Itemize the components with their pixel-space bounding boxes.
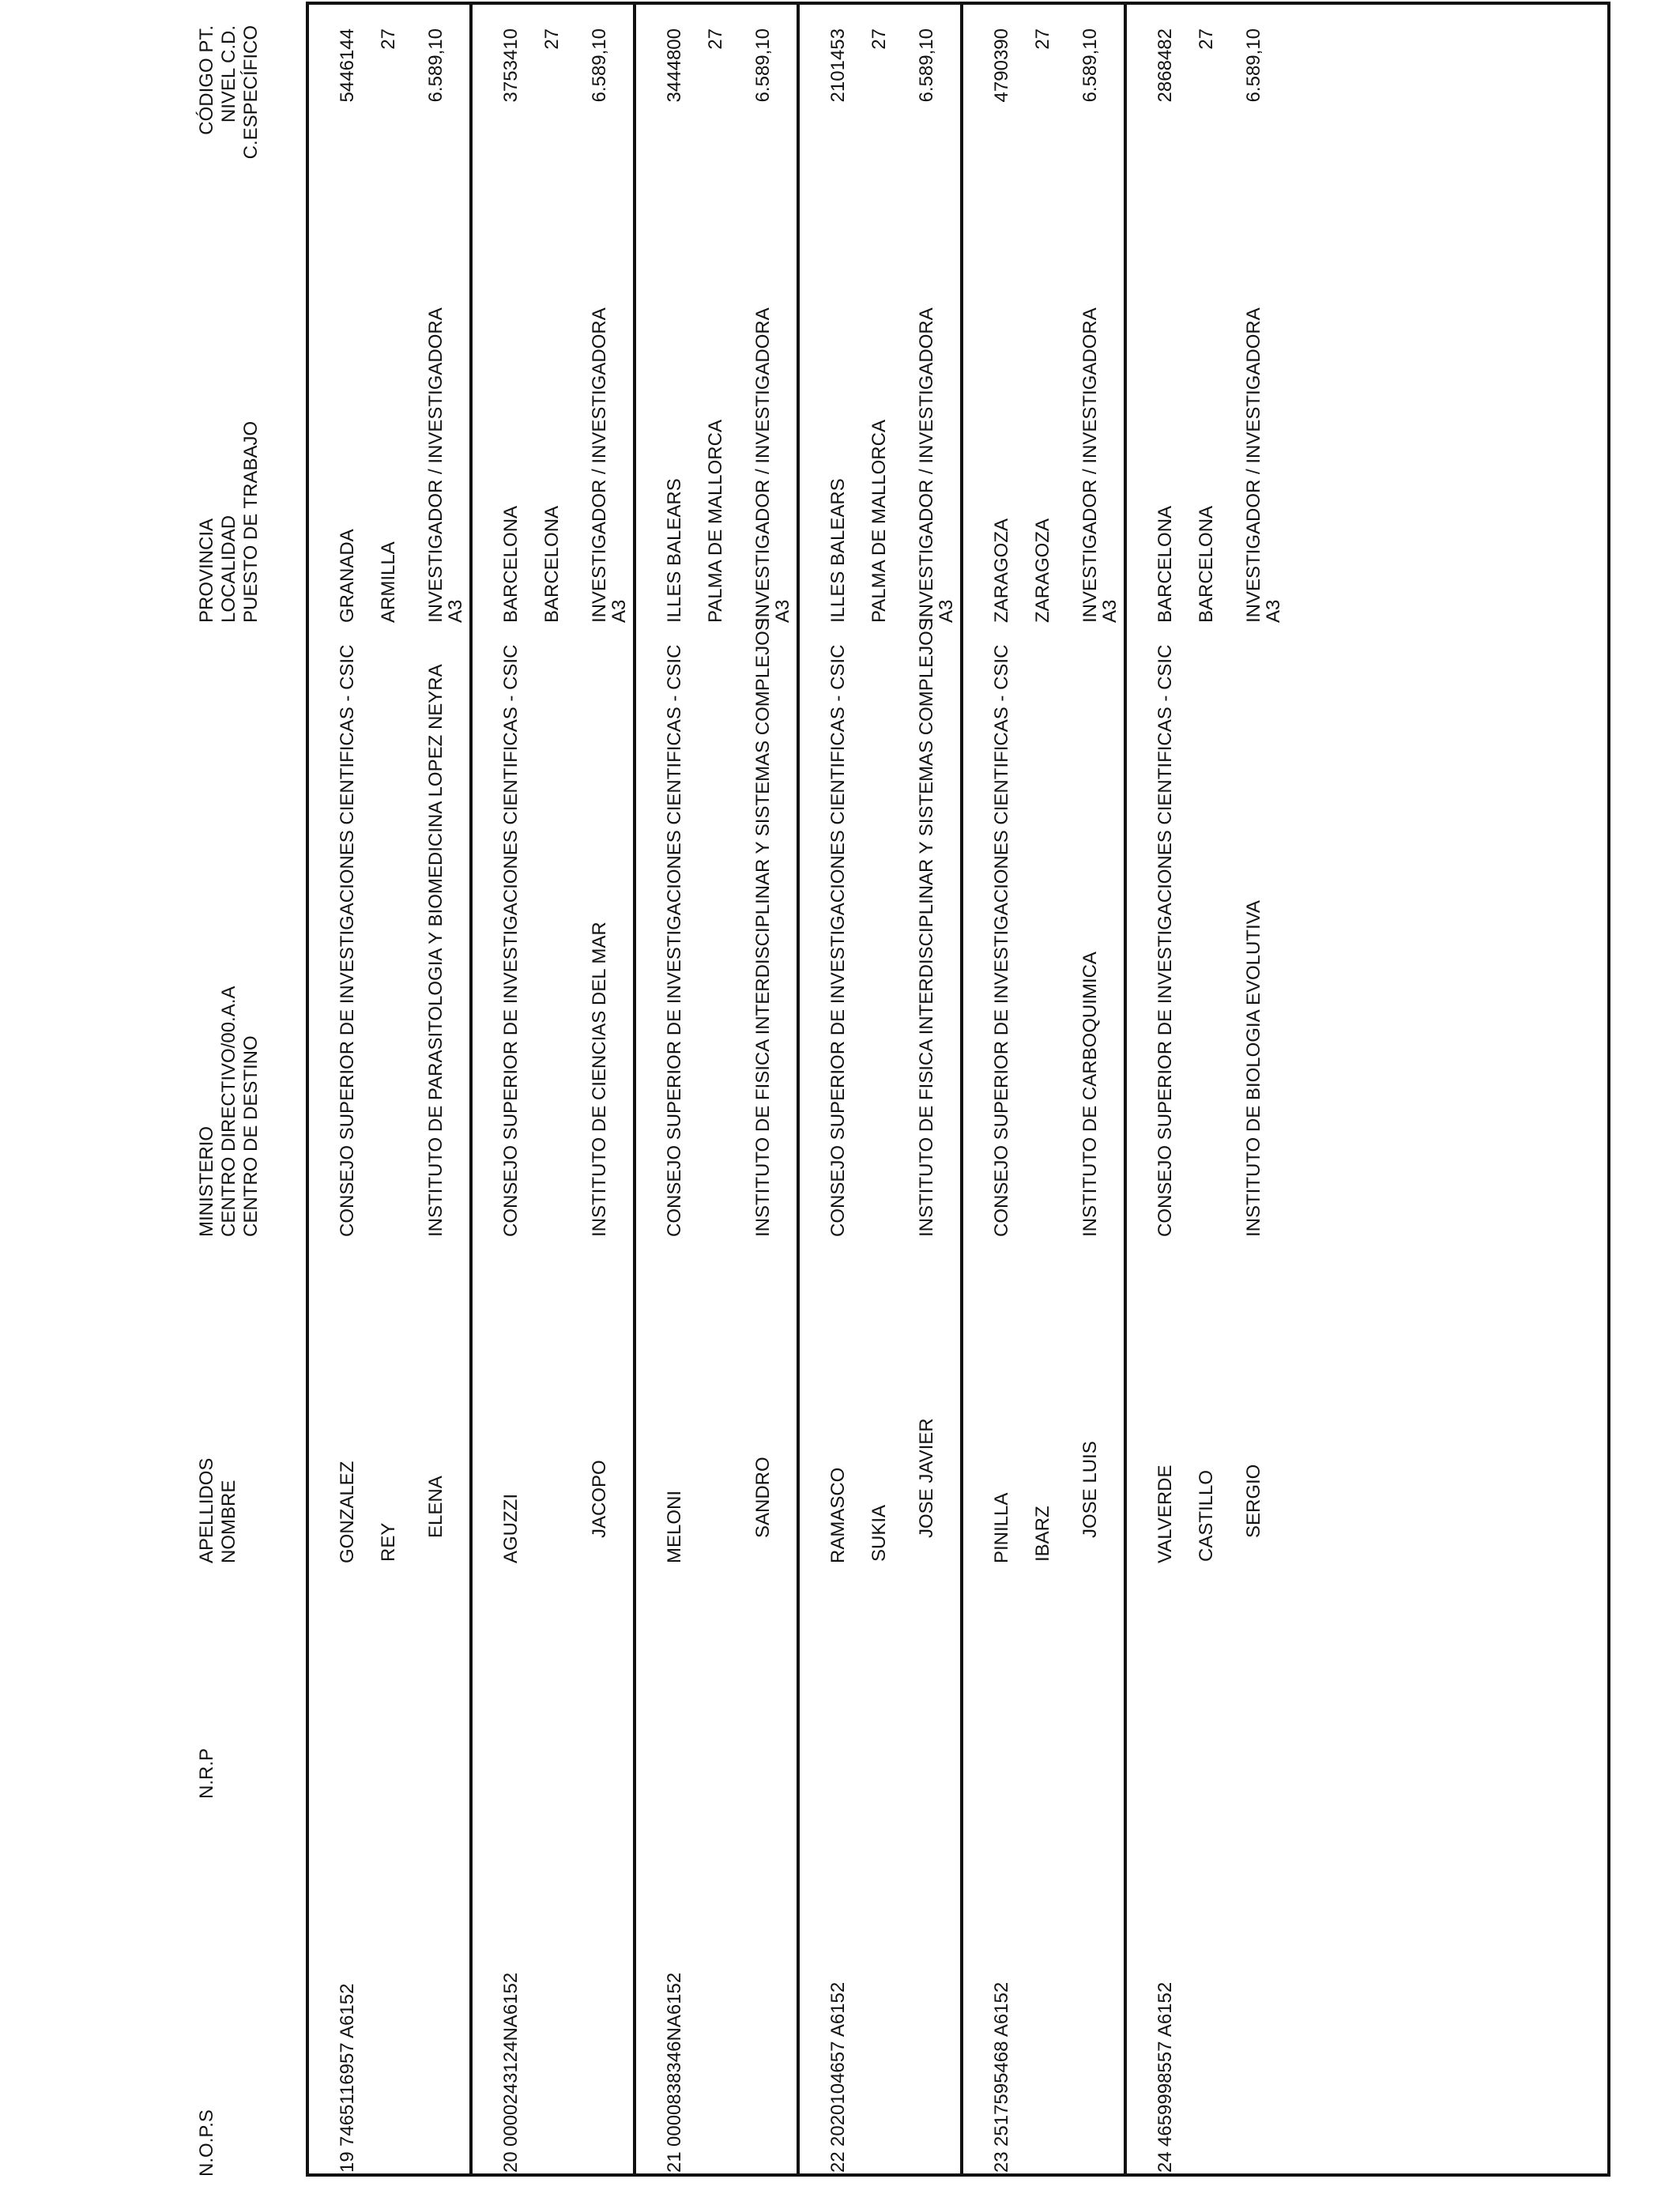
header-nrp-label: N.R.P <box>196 1747 217 1799</box>
header-especifico-label: C.ESPECÍFICO <box>240 25 262 160</box>
nrp-value: 0000838346NA6152 <box>664 1972 685 2147</box>
record-row <box>963 2 1127 2177</box>
grupo-value: A3 <box>1263 599 1284 623</box>
especifico-value: 6.589,10 <box>752 28 774 103</box>
nrp-value: 4659998557 A6152 <box>1155 1981 1176 2147</box>
codigo-value: 2868482 <box>1155 28 1176 103</box>
header-apellidos-nombre <box>196 1458 240 1563</box>
nivel-value: 27 <box>1032 28 1053 50</box>
nivel-value: 27 <box>1196 28 1217 50</box>
centro-destino-value: INSTITUTO DE BIOLOGIA EVOLUTIVA <box>1243 900 1264 1237</box>
puesto-value: INVESTIGADOR / INVESTIGADORA <box>1079 307 1101 623</box>
header-ministerio-centro <box>196 986 262 1237</box>
nombre-value: ELENA <box>425 1476 446 1538</box>
localidad-value: ARMILLA <box>378 541 399 623</box>
codigo-value: 3753410 <box>500 28 522 103</box>
apellido2-value: CASTILLO <box>1196 1469 1217 1562</box>
centro-destino-value: INSTITUTO DE CARBOQUIMICA <box>1079 952 1101 1237</box>
puesto-value: INVESTIGADOR / INVESTIGADORA <box>589 307 610 623</box>
apellido1-value: RAMASCO <box>827 1467 849 1563</box>
header-nivel-label: NIVEL C.D. <box>218 25 239 123</box>
puesto-value: INVESTIGADOR / INVESTIGADORA <box>916 307 937 623</box>
nivel-value: 27 <box>705 28 726 50</box>
localidad-value: BARCELONA <box>1196 505 1217 623</box>
codigo-value: 5446144 <box>337 28 358 103</box>
header-centro-directivo-label: CENTRO DIRECTIVO/00.A.A <box>218 986 239 1237</box>
nops-value: 20 <box>500 2151 522 2173</box>
apellido1-value: AGUZZI <box>500 1494 522 1563</box>
header-localidad-label: LOCALIDAD <box>218 515 239 623</box>
apellido1-value: VALVERDE <box>1155 1465 1176 1563</box>
apellido1-value: PINILLA <box>991 1492 1012 1563</box>
nombre-value: SANDRO <box>752 1457 774 1538</box>
especifico-value: 6.589,10 <box>589 28 610 103</box>
puesto-value: INVESTIGADOR / INVESTIGADORA <box>425 307 446 623</box>
ministerio-value: CONSEJO SUPERIOR DE INVESTIGACIONES CIENTIFICAS - CSIC <box>827 644 849 1237</box>
header-provincia-puesto <box>196 421 262 623</box>
provincia-value: GRANADA <box>337 529 358 623</box>
record-row <box>473 2 636 2177</box>
grupo-value: A3 <box>936 599 957 623</box>
header-nops <box>196 2109 218 2177</box>
grupo-value: A3 <box>608 599 630 623</box>
especifico-value: 6.589,10 <box>425 28 446 103</box>
nivel-value: 27 <box>541 28 563 50</box>
centro-destino-value: INSTITUTO DE FISICA INTERDISCIPLINAR Y SISTEMAS COMPLEJOS <box>916 618 937 1237</box>
nivel-value: 27 <box>868 28 890 50</box>
record-row <box>1127 2 1290 2177</box>
nops-value: 22 <box>827 2151 849 2173</box>
centro-destino-value: INSTITUTO DE FISICA INTERDISCIPLINAR Y SISTEMAS COMPLEJOS <box>752 618 774 1237</box>
especifico-value: 6.589,10 <box>916 28 937 103</box>
ministerio-value: CONSEJO SUPERIOR DE INVESTIGACIONES CIENTIFICAS - CSIC <box>1155 644 1176 1237</box>
header-apellidos-label: APELLIDOS <box>196 1457 217 1563</box>
record-row <box>800 2 963 2177</box>
nops-value: 24 <box>1155 2151 1176 2173</box>
nops-value: 23 <box>991 2151 1012 2173</box>
nops-value: 19 <box>337 2151 358 2173</box>
header-nops-label: N.O.P.S <box>196 2109 217 2177</box>
header-nrp <box>196 1748 218 1799</box>
header-nombre-label: NOMBRE <box>218 1480 239 1563</box>
header-codigo-label: CÓDIGO PT. <box>196 25 217 135</box>
apellido1-value: GONZALEZ <box>337 1461 358 1563</box>
nops-value: 21 <box>664 2151 685 2173</box>
provincia-value: ZARAGOZA <box>991 518 1012 623</box>
nombre-value: JACOPO <box>589 1460 610 1538</box>
codigo-value: 2101453 <box>827 28 849 103</box>
record-row <box>309 2 473 2177</box>
centro-destino-value: INSTITUTO DE CIENCIAS DEL MAR <box>589 922 610 1237</box>
nivel-value: 27 <box>378 28 399 50</box>
header-puesto-label: PUESTO DE TRABAJO <box>240 420 262 623</box>
puesto-value: INVESTIGADOR / INVESTIGADORA <box>752 307 774 623</box>
localidad-value: BARCELONA <box>541 505 563 623</box>
provincia-value: BARCELONA <box>500 505 522 623</box>
ministerio-value: CONSEJO SUPERIOR DE INVESTIGACIONES CIENTIFICAS - CSIC <box>337 644 358 1237</box>
nrp-value: 2517595468 A6152 <box>991 1981 1012 2147</box>
nombre-value: SERGIO <box>1243 1464 1264 1538</box>
apellido2-value: REY <box>378 1522 399 1562</box>
apellido2-value: IBARZ <box>1032 1506 1053 1562</box>
nombre-value: JOSE LUIS <box>1079 1441 1101 1538</box>
nrp-value: 7465116957 A6152 <box>337 1983 358 2147</box>
nombre-value: JOSE JAVIER <box>916 1418 937 1538</box>
nrp-value: 0000243124NA6152 <box>500 1972 522 2147</box>
ministerio-value: CONSEJO SUPERIOR DE INVESTIGACIONES CIENTIFICAS - CSIC <box>500 644 522 1237</box>
codigo-value: 3444800 <box>664 28 685 103</box>
localidad-value: PALMA DE MALLORCA <box>705 420 726 623</box>
ministerio-value: CONSEJO SUPERIOR DE INVESTIGACIONES CIENTIFICAS - CSIC <box>664 644 685 1237</box>
grupo-value: A3 <box>1099 599 1121 623</box>
provincia-value: BARCELONA <box>1155 505 1176 623</box>
localidad-value: PALMA DE MALLORCA <box>868 420 890 623</box>
apellido1-value: MELONI <box>664 1490 685 1563</box>
grupo-value: A3 <box>445 599 466 623</box>
header-ministerio-label: MINISTERIO <box>196 1125 217 1237</box>
nrp-value: 2020104657 A6152 <box>827 1981 849 2147</box>
record-row <box>636 2 800 2177</box>
header-provincia-label: PROVINCIA <box>196 518 217 623</box>
header-centro-destino-label: CENTRO DE DESTINO <box>240 1035 262 1237</box>
ministerio-value: CONSEJO SUPERIOR DE INVESTIGACIONES CIENTIFICAS - CSIC <box>991 644 1012 1237</box>
apellido2-value: SUKIA <box>868 1504 890 1562</box>
centro-destino-value: INSTITUTO DE PARASITOLOGIA Y BIOMEDICINA LOPEZ NEYRA <box>425 664 446 1237</box>
provincia-value: ILLES BALEARS <box>664 478 685 623</box>
codigo-value: 4790390 <box>991 28 1012 103</box>
especifico-value: 6.589,10 <box>1079 28 1101 103</box>
localidad-value: ZARAGOZA <box>1032 518 1053 623</box>
especifico-value: 6.589,10 <box>1243 28 1264 103</box>
puesto-value: INVESTIGADOR / INVESTIGADORA <box>1243 307 1264 623</box>
grupo-value: A3 <box>772 599 793 623</box>
header-codigo-nivel-especifico <box>196 25 262 202</box>
provincia-value: ILLES BALEARS <box>827 478 849 623</box>
